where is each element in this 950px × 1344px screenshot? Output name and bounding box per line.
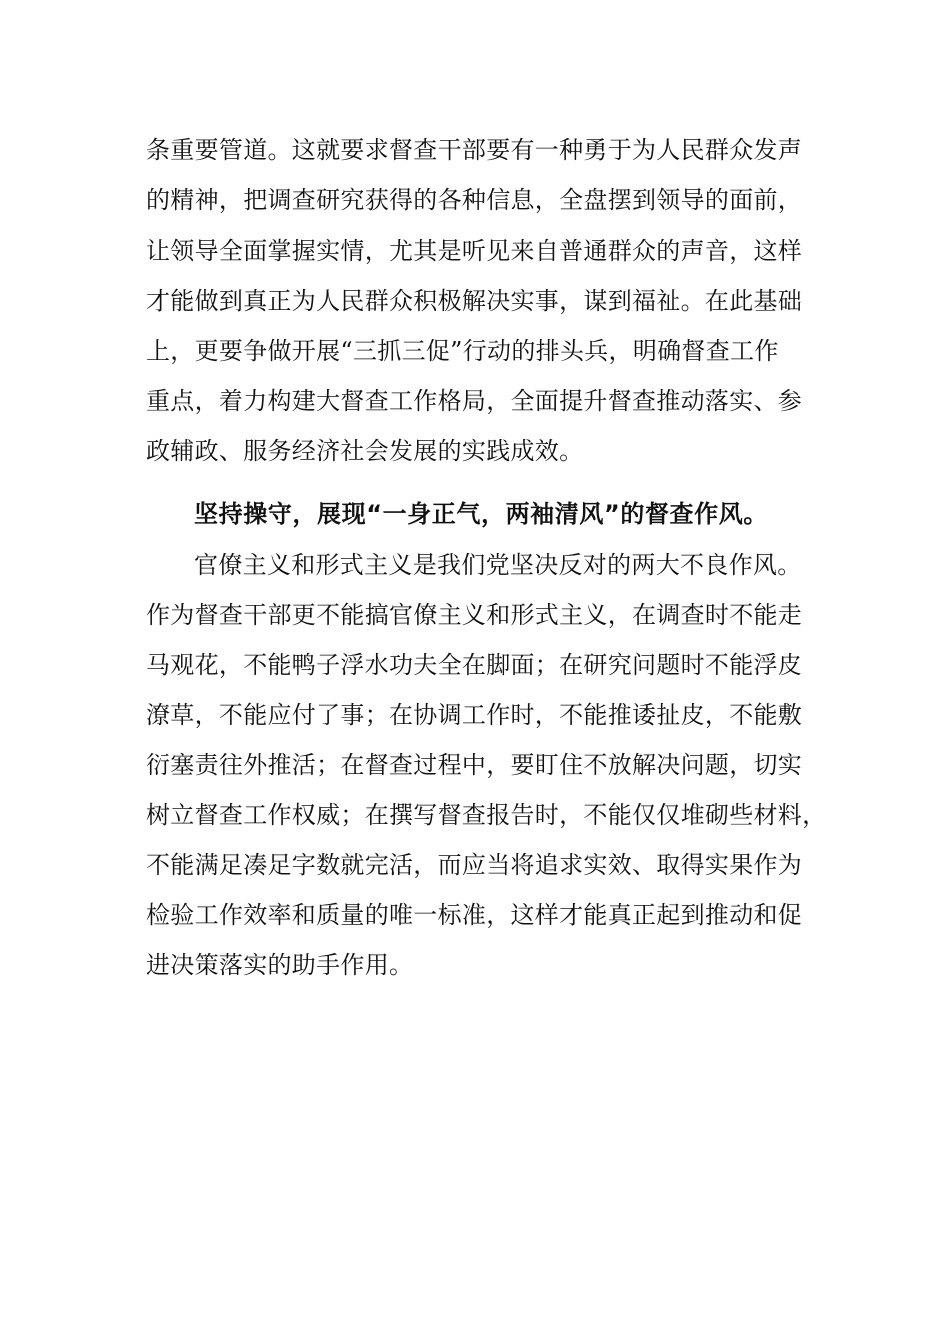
text-line: 条重要管道。这就要求督查干部要有一种勇于为人民群众发声 [146,136,803,164]
text-line: 重点，着力构建大督查工作格局，全面提升督查推动落实、参 [146,387,803,415]
text-line: 才能做到真正为人民群众积极解决实事，谋到福祉。在此基础 [146,287,803,315]
text-line: 的精神，把调查研究获得的各种信息，全盘摆到领导的面前， [146,186,803,214]
text-line: 树立督查工作权威；在撰写督查报告时，不能仅仅堆砌些材料， [146,801,827,829]
text-line: 官僚主义和形式主义是我们党坚决反对的两大不良作风。 [194,551,802,579]
text-line: 衍塞责往外推活；在督查过程中，要盯住不放解决问题，切实 [146,751,803,779]
text-line: 上，更要争做开展“三抓三促”行动的排头兵，明确督查工作 [146,337,779,365]
text-line: 潦草，不能应付了事；在协调工作时，不能推诿扯皮，不能敷 [146,701,803,729]
text-line: 马观花，不能鸭子浮水功夫全在脚面；在研究问题时不能浮皮 [146,651,803,679]
text-line: 政辅政、服务经济社会发展的实践成效。 [146,437,584,465]
text-line: 进决策落实的助手作用。 [146,951,414,979]
text-line: 检验工作效率和质量的唯一标准，这样才能真正起到推动和促 [146,901,803,929]
section-heading: 坚持操守，展现“一身正气，两袖清风”的督查作风。 [194,500,768,528]
text-line: 不能满足凑足字数就完活，而应当将追求实效、取得实果作为 [146,851,803,879]
text-line: 让领导全面掌握实情，尤其是听见来自普通群众的声音，这样 [146,237,803,265]
text-line: 作为督查干部更不能搞官僚主义和形式主义，在调查时不能走 [146,601,803,629]
